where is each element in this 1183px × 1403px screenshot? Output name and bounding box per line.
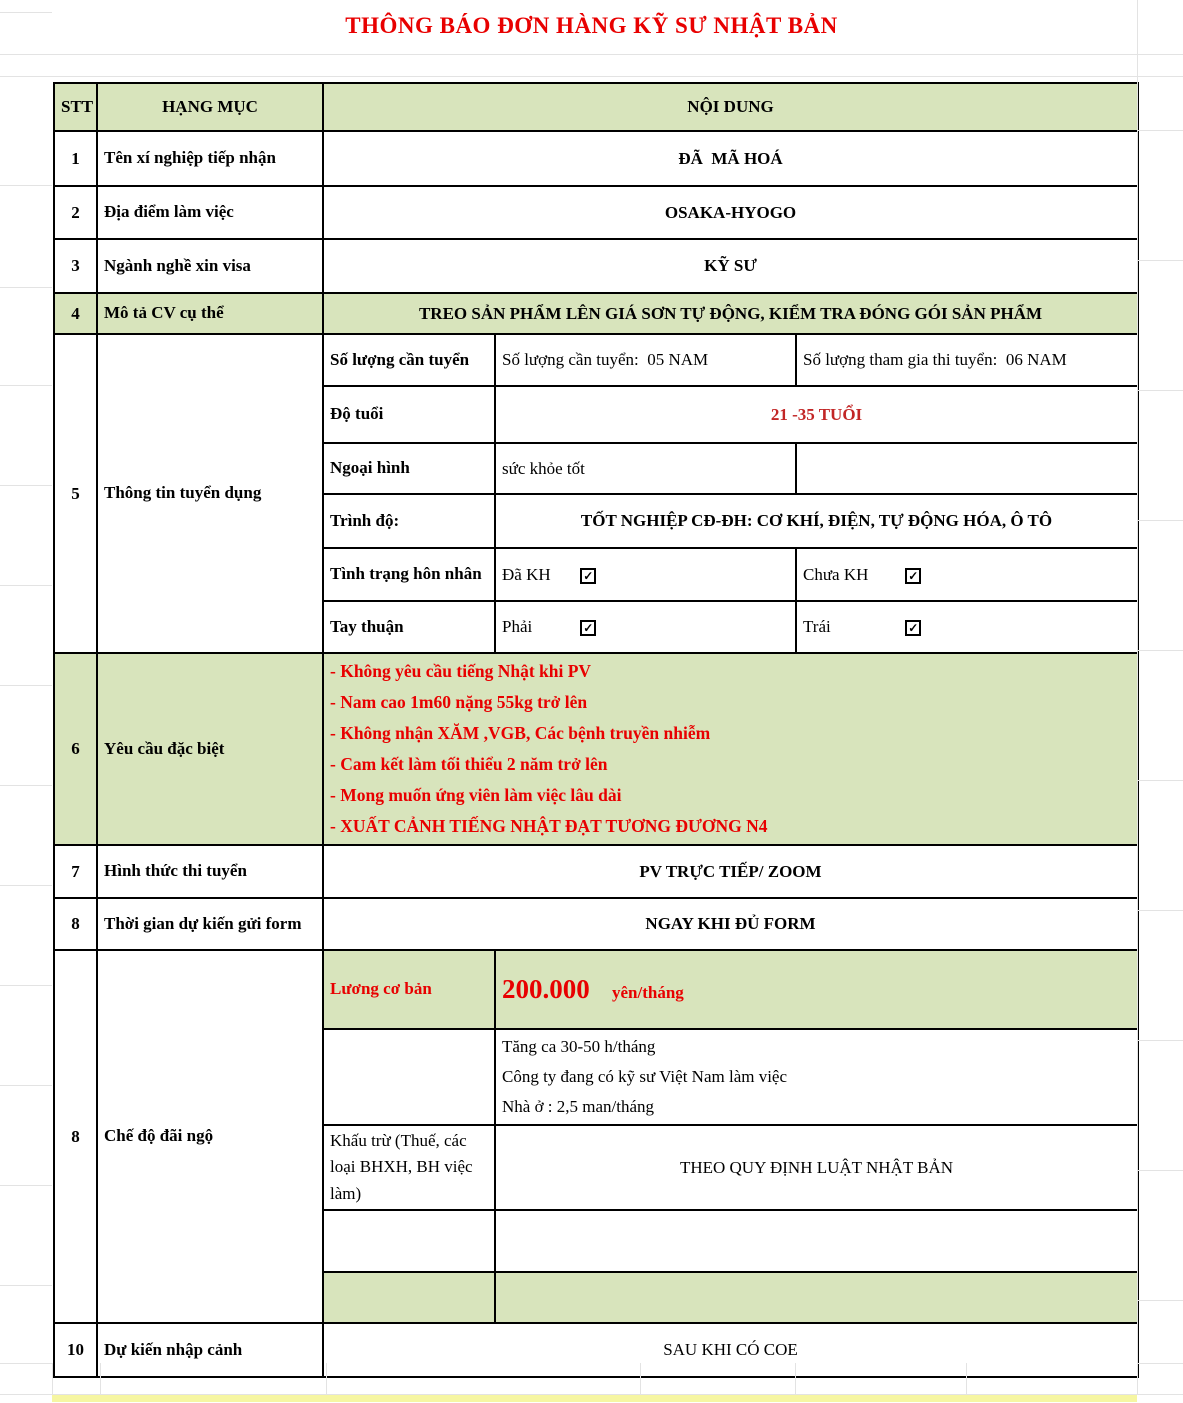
spreadsheet-gridline: [1138, 130, 1183, 131]
requirement-line: - Cam kết làm tối thiểu 2 năm trở lên: [330, 754, 608, 774]
spreadsheet-gridline: [0, 54, 1183, 55]
row1-label: Tên xí nghiệp tiếp nhận: [97, 131, 323, 186]
row1-value: ĐÃ MÃ HOÁ: [323, 131, 1138, 186]
row2-value: OSAKA-HYOGO: [323, 186, 1138, 239]
spreadsheet-gridline: [966, 1363, 967, 1394]
row5-honnhan-label: Tình trạng hôn nhân: [323, 548, 495, 601]
row10-label: Dự kiến nhập cảnh: [97, 1323, 323, 1377]
spreadsheet-gridline: [326, 1363, 327, 1394]
row8b-empty-label-cell: [323, 1210, 495, 1272]
spreadsheet-gridline: [100, 1363, 101, 1394]
spreadsheet-gridline: [0, 685, 52, 686]
right-hand-checkbox-checked-icon[interactable]: ✓: [580, 620, 596, 636]
spreadsheet-gridline: [640, 1363, 641, 1394]
requirement-line: - Không yêu cầu tiếng Nhật khi PV: [330, 661, 592, 681]
row6-label: Yêu cầu đặc biệt: [97, 653, 323, 845]
header-hang-muc: HẠNG MỤC: [97, 83, 323, 131]
left-hand-option-label: Trái: [803, 617, 831, 636]
deductions-value: THEO QUY ĐỊNH LUẬT NHẬT BẢN: [495, 1125, 1138, 1210]
spreadsheet-gridline: [1138, 1300, 1183, 1301]
spreadsheet-gridline: [0, 885, 52, 886]
spreadsheet-gridline: [1137, 1363, 1138, 1394]
row4-number: 4: [54, 293, 97, 334]
row5-soluong-label: Số lượng cần tuyển: [323, 334, 495, 386]
spreadsheet-gridline: [1138, 910, 1183, 911]
spreadsheet-gridline: [0, 185, 52, 186]
benefits-cell: [495, 1029, 1138, 1125]
spreadsheet-gridline: [0, 585, 52, 586]
row5-soluong-join: Số lượng tham gia thi tuyển: 06 NAM: [796, 334, 1138, 386]
spreadsheet-gridline: [1138, 1170, 1183, 1171]
spreadsheet-gridline: [1138, 1040, 1183, 1041]
row2-label: Địa điểm làm việc: [97, 186, 323, 239]
row3-number: 3: [54, 239, 97, 293]
spreadsheet-gridline: [0, 385, 52, 386]
row5-number: 5: [54, 334, 97, 653]
benefit-line: Nhà ở : 2,5 man/tháng: [502, 1097, 655, 1116]
row10-value: SAU KHI CÓ COE: [323, 1323, 1138, 1377]
requirement-line: - Nam cao 1m60 nặng 55kg trở lên: [330, 692, 588, 712]
row6-requirements: [323, 653, 1138, 845]
spreadsheet-gridline: [0, 985, 52, 986]
row1-number: 1: [54, 131, 97, 186]
row8a-label: Thời gian dự kiến gửi form: [97, 898, 323, 950]
bottom-yellow-strip: [52, 1394, 1137, 1402]
row10-number: 10: [54, 1323, 97, 1377]
spreadsheet-gridline: [1138, 260, 1183, 261]
spreadsheet-gridline: [1138, 780, 1183, 781]
row3-value: KỸ SƯ: [323, 239, 1138, 293]
row8b-green-value-cell: [495, 1272, 1138, 1323]
spreadsheet-gridline: [1138, 1363, 1183, 1364]
spreadsheet-gridline: [0, 1285, 52, 1286]
right-hand-option-label: Phải: [502, 617, 533, 636]
married-checkbox-checked-icon[interactable]: ✓: [580, 568, 596, 584]
benefits-label-empty: [323, 1029, 495, 1125]
header-noi-dung: NỘI DUNG: [323, 83, 1138, 131]
row5-dotuoi-label: Độ tuổi: [323, 386, 495, 443]
spreadsheet-gridline: [52, 1363, 53, 1394]
salary-value-cell: [495, 950, 1138, 1029]
spreadsheet-gridline: [795, 1363, 796, 1394]
requirement-line: - XUẤT CẢNH TIẾNG NHẬT ĐẠT TƯƠNG ĐƯƠNG N4: [330, 816, 768, 836]
row5-ngoaihinh-label: Ngoại hình: [323, 443, 495, 494]
single-checkbox-checked-icon[interactable]: ✓: [905, 568, 921, 584]
salary-label: Lương cơ bản: [323, 950, 495, 1029]
spreadsheet-gridline: [0, 1185, 52, 1186]
spreadsheet-gridline: [0, 287, 52, 288]
row5-taythuan-opt2-cell: [796, 601, 1138, 653]
spreadsheet-gridline: [0, 1363, 52, 1364]
salary-unit: yên/tháng: [612, 983, 684, 1002]
spreadsheet-gridline: [0, 785, 52, 786]
row4-label: Mô tả CV cụ thể: [97, 293, 323, 334]
married-option-label: Đã KH: [502, 564, 551, 584]
row2-number: 2: [54, 186, 97, 239]
row7-number: 7: [54, 845, 97, 898]
row5-honnhan-opt1-cell: [495, 548, 796, 601]
row8b-label: Chế độ đãi ngộ: [97, 950, 323, 1323]
spreadsheet-gridline: [0, 1394, 1183, 1395]
benefit-line: Tăng ca 30-50 h/tháng: [502, 1037, 656, 1056]
row5-ngoaihinh-value: sức khỏe tốt: [495, 443, 796, 494]
spreadsheet-gridline: [1138, 520, 1183, 521]
spreadsheet-gridline: [1138, 390, 1183, 391]
page-title: THÔNG BÁO ĐƠN HÀNG KỸ SƯ NHẬT BẢN: [345, 13, 838, 38]
row8a-value: NGAY KHI ĐỦ FORM: [323, 898, 1138, 950]
row5-ngoaihinh-empty: [796, 443, 1138, 494]
row4-value: TREO SẢN PHẨM LÊN GIÁ SƠN TỰ ĐỘNG, KIỂM TRA ĐÓNG GÓI SẢN PHẨM: [323, 293, 1138, 334]
row7-label: Hình thức thi tuyển: [97, 845, 323, 898]
row7-value: PV TRỰC TIẾP/ ZOOM: [323, 845, 1138, 898]
row3-label: Ngành nghề xin visa: [97, 239, 323, 293]
spreadsheet-gridline: [0, 76, 1183, 77]
row5-trinhdo-label: Trình độ:: [323, 494, 495, 548]
row5-soluong-need: Số lượng cần tuyển: 05 NAM: [495, 334, 796, 386]
row5-dotuoi-value: 21 -35 TUỔI: [495, 386, 1138, 443]
row5-label: Thông tin tuyển dụng: [97, 334, 323, 653]
row6-number: 6: [54, 653, 97, 845]
row8b-number: 8: [54, 950, 97, 1323]
spreadsheet-gridline: [0, 12, 52, 13]
spreadsheet-gridline: [1138, 650, 1183, 651]
salary-amount: 200.000: [502, 974, 590, 1004]
requirement-line: - Mong muốn ứng viên làm việc lâu dài: [330, 785, 622, 805]
spreadsheet-gridline: [0, 1085, 52, 1086]
row5-taythuan-opt1-cell: [495, 601, 796, 653]
single-option-label: Chưa KH: [803, 564, 869, 584]
spreadsheet-gridline: [1137, 0, 1138, 1363]
row8b-empty-value-cell: [495, 1210, 1138, 1272]
requirement-line: - Không nhận XĂM ,VGB, Các bệnh truyền nhiễm: [330, 723, 711, 743]
deductions-label: Khấu trừ (Thuế, các loại BHXH, BH việc làm): [323, 1125, 495, 1210]
row8a-number: 8: [54, 898, 97, 950]
row8b-green-label-cell: [323, 1272, 495, 1323]
row5-trinhdo-value: TỐT NGHIỆP CĐ-ĐH: CƠ KHÍ, ĐIỆN, TỰ ĐỘNG HÓA, Ô TÔ: [495, 494, 1138, 548]
row5-taythuan-label: Tay thuận: [323, 601, 495, 653]
row5-honnhan-opt2-cell: [796, 548, 1138, 601]
header-stt: STT: [54, 83, 97, 131]
spreadsheet-gridline: [0, 485, 52, 486]
benefit-line: Công ty đang có kỹ sư Việt Nam làm việc: [502, 1067, 788, 1086]
left-hand-checkbox-checked-icon[interactable]: ✓: [905, 620, 921, 636]
job-order-table: [53, 82, 1139, 1378]
